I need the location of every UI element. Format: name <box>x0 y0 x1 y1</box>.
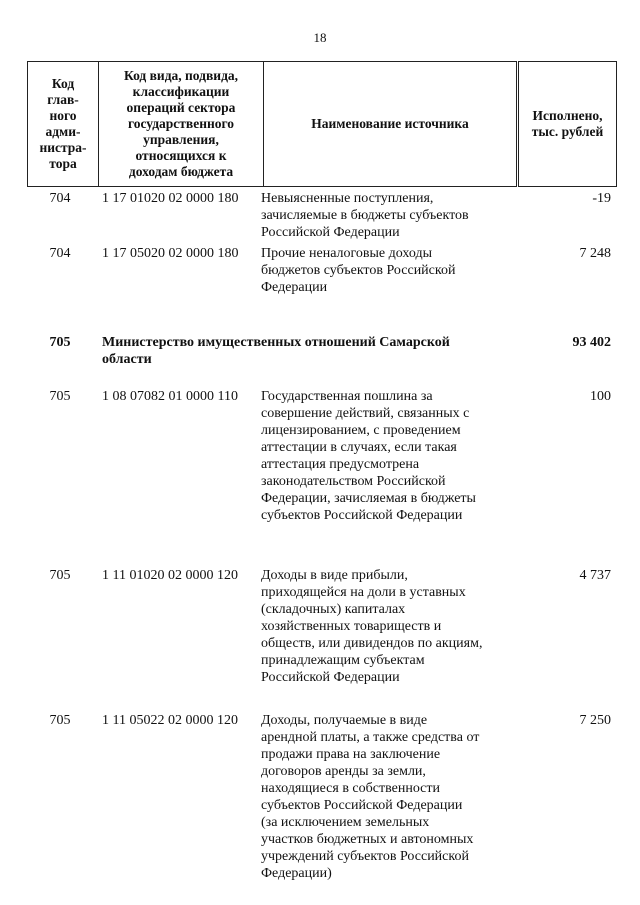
executed-amount: 7 250 <box>579 713 611 728</box>
classification-code: 1 17 05020 02 0000 180 <box>102 246 239 261</box>
admin-code: 705 <box>49 389 71 404</box>
executed-amount: 100 <box>590 389 611 404</box>
classification-code: 1 11 05022 02 0000 120 <box>102 713 238 728</box>
source-name: Государственная пошлина за совершение действий, связанных с лицензированием, с проведением аттестации в случаях, если такая аттестация предусмотрена законодательством Российской Федерации, зачисляемая в бюджеты субъектов Российской Федерации <box>261 389 476 523</box>
header-classification-code: Код вида, подвида, классификации операций сектора государственного управления, относящихся к доходам бюджета <box>99 62 264 187</box>
classification-code: 1 17 01020 02 0000 180 <box>102 191 239 206</box>
executed-amount: 7 248 <box>579 246 611 261</box>
table-header <box>27 61 617 187</box>
admin-code: 705 <box>49 713 71 728</box>
classification-code: 1 11 01020 02 0000 120 <box>102 568 238 583</box>
header-executed-amount: Исполнено, тыс. рублей <box>518 62 617 187</box>
header-admin-code: Код глав- ного адми- нистра- тора <box>28 62 99 187</box>
header-source-name: Наименование источника <box>264 62 518 187</box>
admin-code: 704 <box>49 246 71 261</box>
ministry-total: 93 402 <box>572 335 611 350</box>
executed-amount: 4 737 <box>579 568 611 583</box>
admin-code: 705 <box>49 568 71 583</box>
source-name: Доходы, получаемые в виде арендной платы, а также средства от продажи права на заключение договоров аренды за земли, находящиеся в собственности субъектов Российской Федерации (за исключением земельных участков бюджетных и автономных учреждений субъектов Российской Федерации) <box>261 713 480 881</box>
classification-code: 1 08 07082 01 0000 110 <box>102 389 238 404</box>
executed-amount: -19 <box>592 191 611 206</box>
source-name: Невыясненные поступления, зачисляемые в бюджеты субъектов Российской Федерации <box>261 191 469 240</box>
ministry-name: Министерство имущественных отношений Самарской области <box>102 335 450 367</box>
page-number: 18 <box>313 30 327 45</box>
source-name: Доходы в виде прибыли, приходящейся на доли в уставных (складочных) капиталах хозяйственных товариществ и обществ, или дивидендов по акциям, принадлежащим субъектам Российской Федерации <box>261 568 483 685</box>
source-name: Прочие неналоговые доходы бюджетов субъектов Российской Федерации <box>261 246 456 295</box>
admin-code: 705 <box>49 335 71 350</box>
admin-code: 704 <box>49 191 71 206</box>
